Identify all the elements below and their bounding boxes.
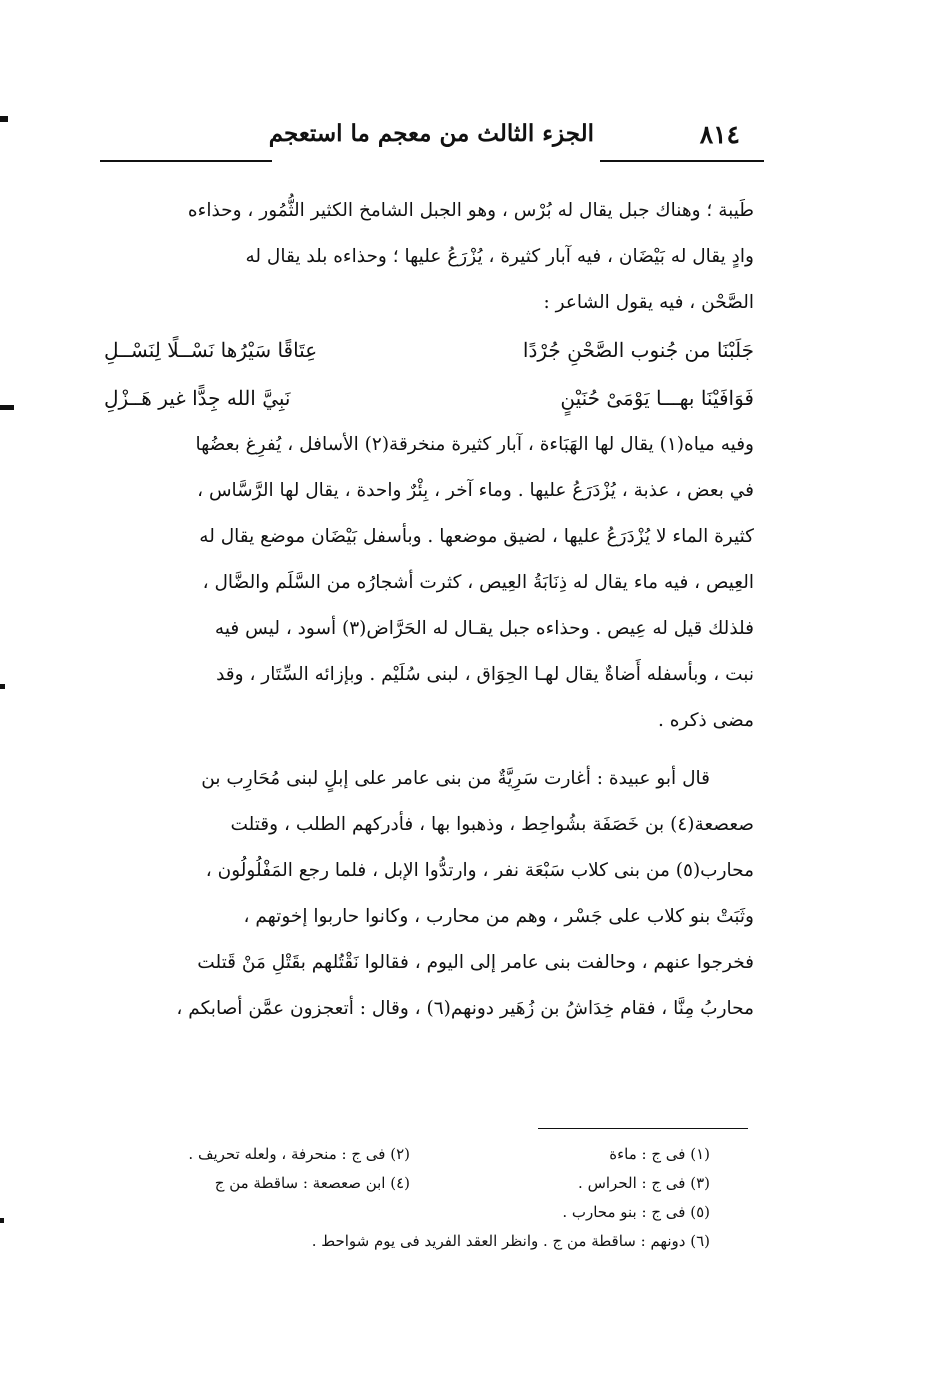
- footnote: (٦) دونهم : ساقطة من ج . وانظر العقد الفريد فى يوم شواحط .: [311, 1232, 710, 1250]
- footnote: (٤) ابن صعصعة : ساقطة من ج: [214, 1174, 410, 1192]
- text-line: صعصعة(٤) بن خَصَفَة بشُواحِط ، وذهبوا بها ، فأدركهم الطلب ، وقتلت: [230, 814, 754, 835]
- poem: [104, 326, 754, 422]
- text-line: وادٍ يقال له بَيْضَان ، فيه آبار كثيرة ، يُزْرَعُ عليها ؛ وحذاءه بلد يقال له: [245, 246, 754, 267]
- header-rule: [600, 160, 764, 162]
- paragraph-gap: [104, 744, 754, 756]
- verse-second-hemistich: عِتَاقًا سَيْرُها نَسْــلًا لِنَسْــلِ: [104, 338, 318, 362]
- footnote: (١) فى ج : ماءة: [609, 1145, 710, 1163]
- text-line: طَيبة ؛ وهناك جبل يقال له بُرْس ، وهو الجبل الشامخ الكثير الثُّمُور ، وحذاءه: [187, 200, 754, 221]
- scan-edge-mark: [0, 684, 5, 689]
- scan-edge-mark: [0, 405, 14, 410]
- verse-line: [104, 374, 754, 422]
- header-rule: [100, 160, 272, 162]
- verse-first-hemistich: جَلَبْنَا من جُنوب الصَّحْنِ جُرْدًا: [522, 338, 754, 362]
- text-line: وفيه مياه(١) يقال لها الهَبَاءة ، آبار كثيرة منخرقة(٢) الأسافل ، يُفرِغ بعضُها: [195, 434, 754, 455]
- paragraph: [104, 756, 754, 1032]
- text-line: فلذلك قيل له عِيص . وحذاءه جبل يقـال له الحَرَّاض(٣) أسود ، ليس فيه: [214, 618, 754, 639]
- paragraph: [104, 422, 754, 744]
- text-line: محاربُ مِنَّا ، فقام خِدَاشُ بن زُهَير دونهم(٦) ، وقال : أتعجزون عمَّن أصابكم ،: [176, 998, 754, 1019]
- paragraph: [104, 188, 754, 326]
- text-line: فخرجوا عنهم ، وحالفت بنى عامر إلى اليوم ، فقالوا نَقْتُلهم بقَتْلِ مَنْ قَتلت: [197, 952, 754, 973]
- scan-edge-mark: [0, 1218, 4, 1223]
- footnote-row: [110, 1140, 710, 1169]
- scan-edge-mark: [0, 116, 8, 122]
- text-line: مضى ذكره .: [658, 710, 754, 731]
- footnote-rule: [538, 1128, 748, 1129]
- footnote-row: [110, 1169, 710, 1198]
- running-title: الجزء الثالث من معجم ما استعجم: [268, 120, 594, 147]
- text-line: وثَبَتْ بنو كلاب على جَسْر ، وهم من محارب ، وكانوا حاربوا إخوتهم ،: [243, 906, 754, 927]
- text-line: العِيص ، فيه ماء يقال له ذِنَابَةُ العِيص ، كثرت أشجارُه من السَّلَم والضَّال ،: [202, 572, 754, 593]
- text-line: الصَّحْن ، فيه يقول الشاعر :: [543, 292, 754, 313]
- footnote: (٢) فى ج : منحرفة ، ولعله تحريف .: [188, 1145, 410, 1163]
- verse-first-hemistich: فَوَافَيْنَا بهـــا يَوْمَىْ حُنَيْنٍ: [560, 386, 754, 410]
- footnote-row: [110, 1198, 710, 1227]
- text-line: محارب(٥) من بنى كلاب سَبْعَة نفر ، وارتدُّوا الإبل ، فلما رجع المَفْلُولُون ،: [205, 860, 754, 881]
- verse-second-hemistich: نَبِيَّ الله جِدًّا غير هَــزْلِ: [104, 386, 291, 410]
- verse-line: [104, 326, 754, 374]
- page-number: ٨١٤: [699, 120, 740, 149]
- footnote: (٥) فى ج : بنو محارب .: [562, 1203, 710, 1221]
- text-line: قال أبو عبيدة : أغارت سَرِيَّةٌ من بنى عامر على إبلٍ لبنى مُحَارِب بن: [201, 768, 710, 789]
- text-line: كثيرة الماء لا يُزْدَرَعُ عليها ، لضيق موضعها . وبأسفل بَيْضَان موضع يقال له: [199, 526, 754, 547]
- text-line: في بعض ، عذبة ، يُزْدَرَعُ عليها . وماء آخر ، بِئْرٌ واحدة ، يقال لها الرَّسَّاس ،: [197, 480, 754, 501]
- footnote-row: [110, 1227, 710, 1256]
- page-header: [100, 118, 762, 158]
- footnotes: [110, 1140, 710, 1256]
- footnote: (٣) فى ج : الحراس .: [578, 1174, 710, 1192]
- main-text: [104, 188, 754, 1032]
- text-line: نبت ، وبأسفله أَضاةٌ يقال لهـا الحِوَاق ، لبنى سُلَيْم . وبإزائه السِّتَار ، وقد: [216, 664, 754, 685]
